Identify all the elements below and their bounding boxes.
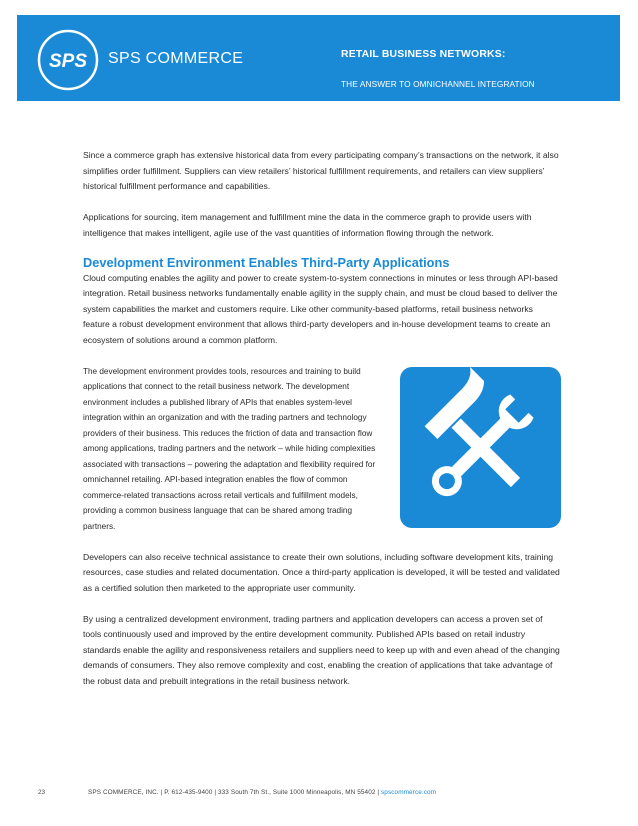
footer-address: SPS COMMERCE, INC. | P. 612-435-9400 | 333 South 7th St., Suite 1000 Minneapolis, MN 55402 | (88, 789, 382, 796)
brand-name: SPS COMMERCE (108, 50, 244, 67)
paragraph-technical-assistance: Developers can also receive technical assistance to create their own solutions, including software development kits, training resources, case studies and related documentation. Once a third-party application is developed, it will be tested and validated as a certified solution then marketed to the appropriate user community. (83, 551, 560, 593)
tools-section (83, 364, 560, 535)
paragraph-development-environment: The development environment provides tools, resources and training to build applications that connect to the retail business network. The development environment includes a published library of APIs that enables system-level integration within an organization and with the trading partners and technology providers of their business. This reduces the friction of data and transaction flow among applications, trading partners and the network – while hiding complexities associated with transactions – powering the adaptation and flexibility required for omnichannel retailing. API-based integration enables the flow of common commerce-related transactions across retail verticals and fulfillment models, providing a common business language that can be shared among trading partners. (83, 366, 376, 531)
footer-contact (88, 789, 436, 796)
paragraph-applications: Applications for sourcing, item management and fulfillment mine the data in the commerce graph to provide users with intelligence that makes intelligent, agile use of the vast quantities of information flowing through the network. (83, 212, 532, 238)
paragraph-centralized-environment: By using a centralized development environment, trading partners and application developers can access a proven set of tools continuously used and improved by the entire development community. Published APIs based on retail industry standards enable the agility and responsiveness retailers and suppliers need to keep up with and even ahead of the changing demands of consumers. They also remove complexity and cost, enabling the creation of applications that take advantage of the robust data and prebuilt integrations in the retail business network. (83, 613, 560, 686)
sps-logo-icon (37, 29, 99, 91)
main-content (83, 148, 560, 705)
paragraph-cloud-computing: Cloud computing enables the agility and power to create system-to-system connections in minutes or less through API-based integration. Retail business networks fundamentally enable agility in the supply chain, and must be cloud based to deliver the system capabilities the market and customers require. Like other community-based platforms, retail business networks feature a robust development environment that allows third-party developers and in-house development teams to create an ecosystem of solutions around a common platform. (83, 272, 558, 345)
page-footer (0, 789, 638, 801)
page-number: 23 (38, 789, 46, 796)
header-title: RETAIL BUSINESS NETWORKS: (341, 49, 506, 60)
svg-text:SPS: SPS (48, 51, 88, 72)
tools-illustration (400, 367, 561, 528)
footer-website-link[interactable]: spscommerce.com (381, 789, 437, 796)
paragraph-commerce-graph: Since a commerce graph has extensive historical data from every participating company’s transactions on the network, it also simplifies order fulfillment. Suppliers can view retailers’ historical fulfillment requirements, and retailers can view suppliers’ historical fulfillment performance and capabilities. (83, 150, 559, 191)
section-heading: Development Environment Enables Third-Party Applications (83, 254, 450, 270)
header-subtitle: THE ANSWER TO OMNICHANNEL INTEGRATION (341, 79, 535, 89)
wrench-hammer-icon (400, 367, 561, 528)
page-header (17, 15, 620, 101)
